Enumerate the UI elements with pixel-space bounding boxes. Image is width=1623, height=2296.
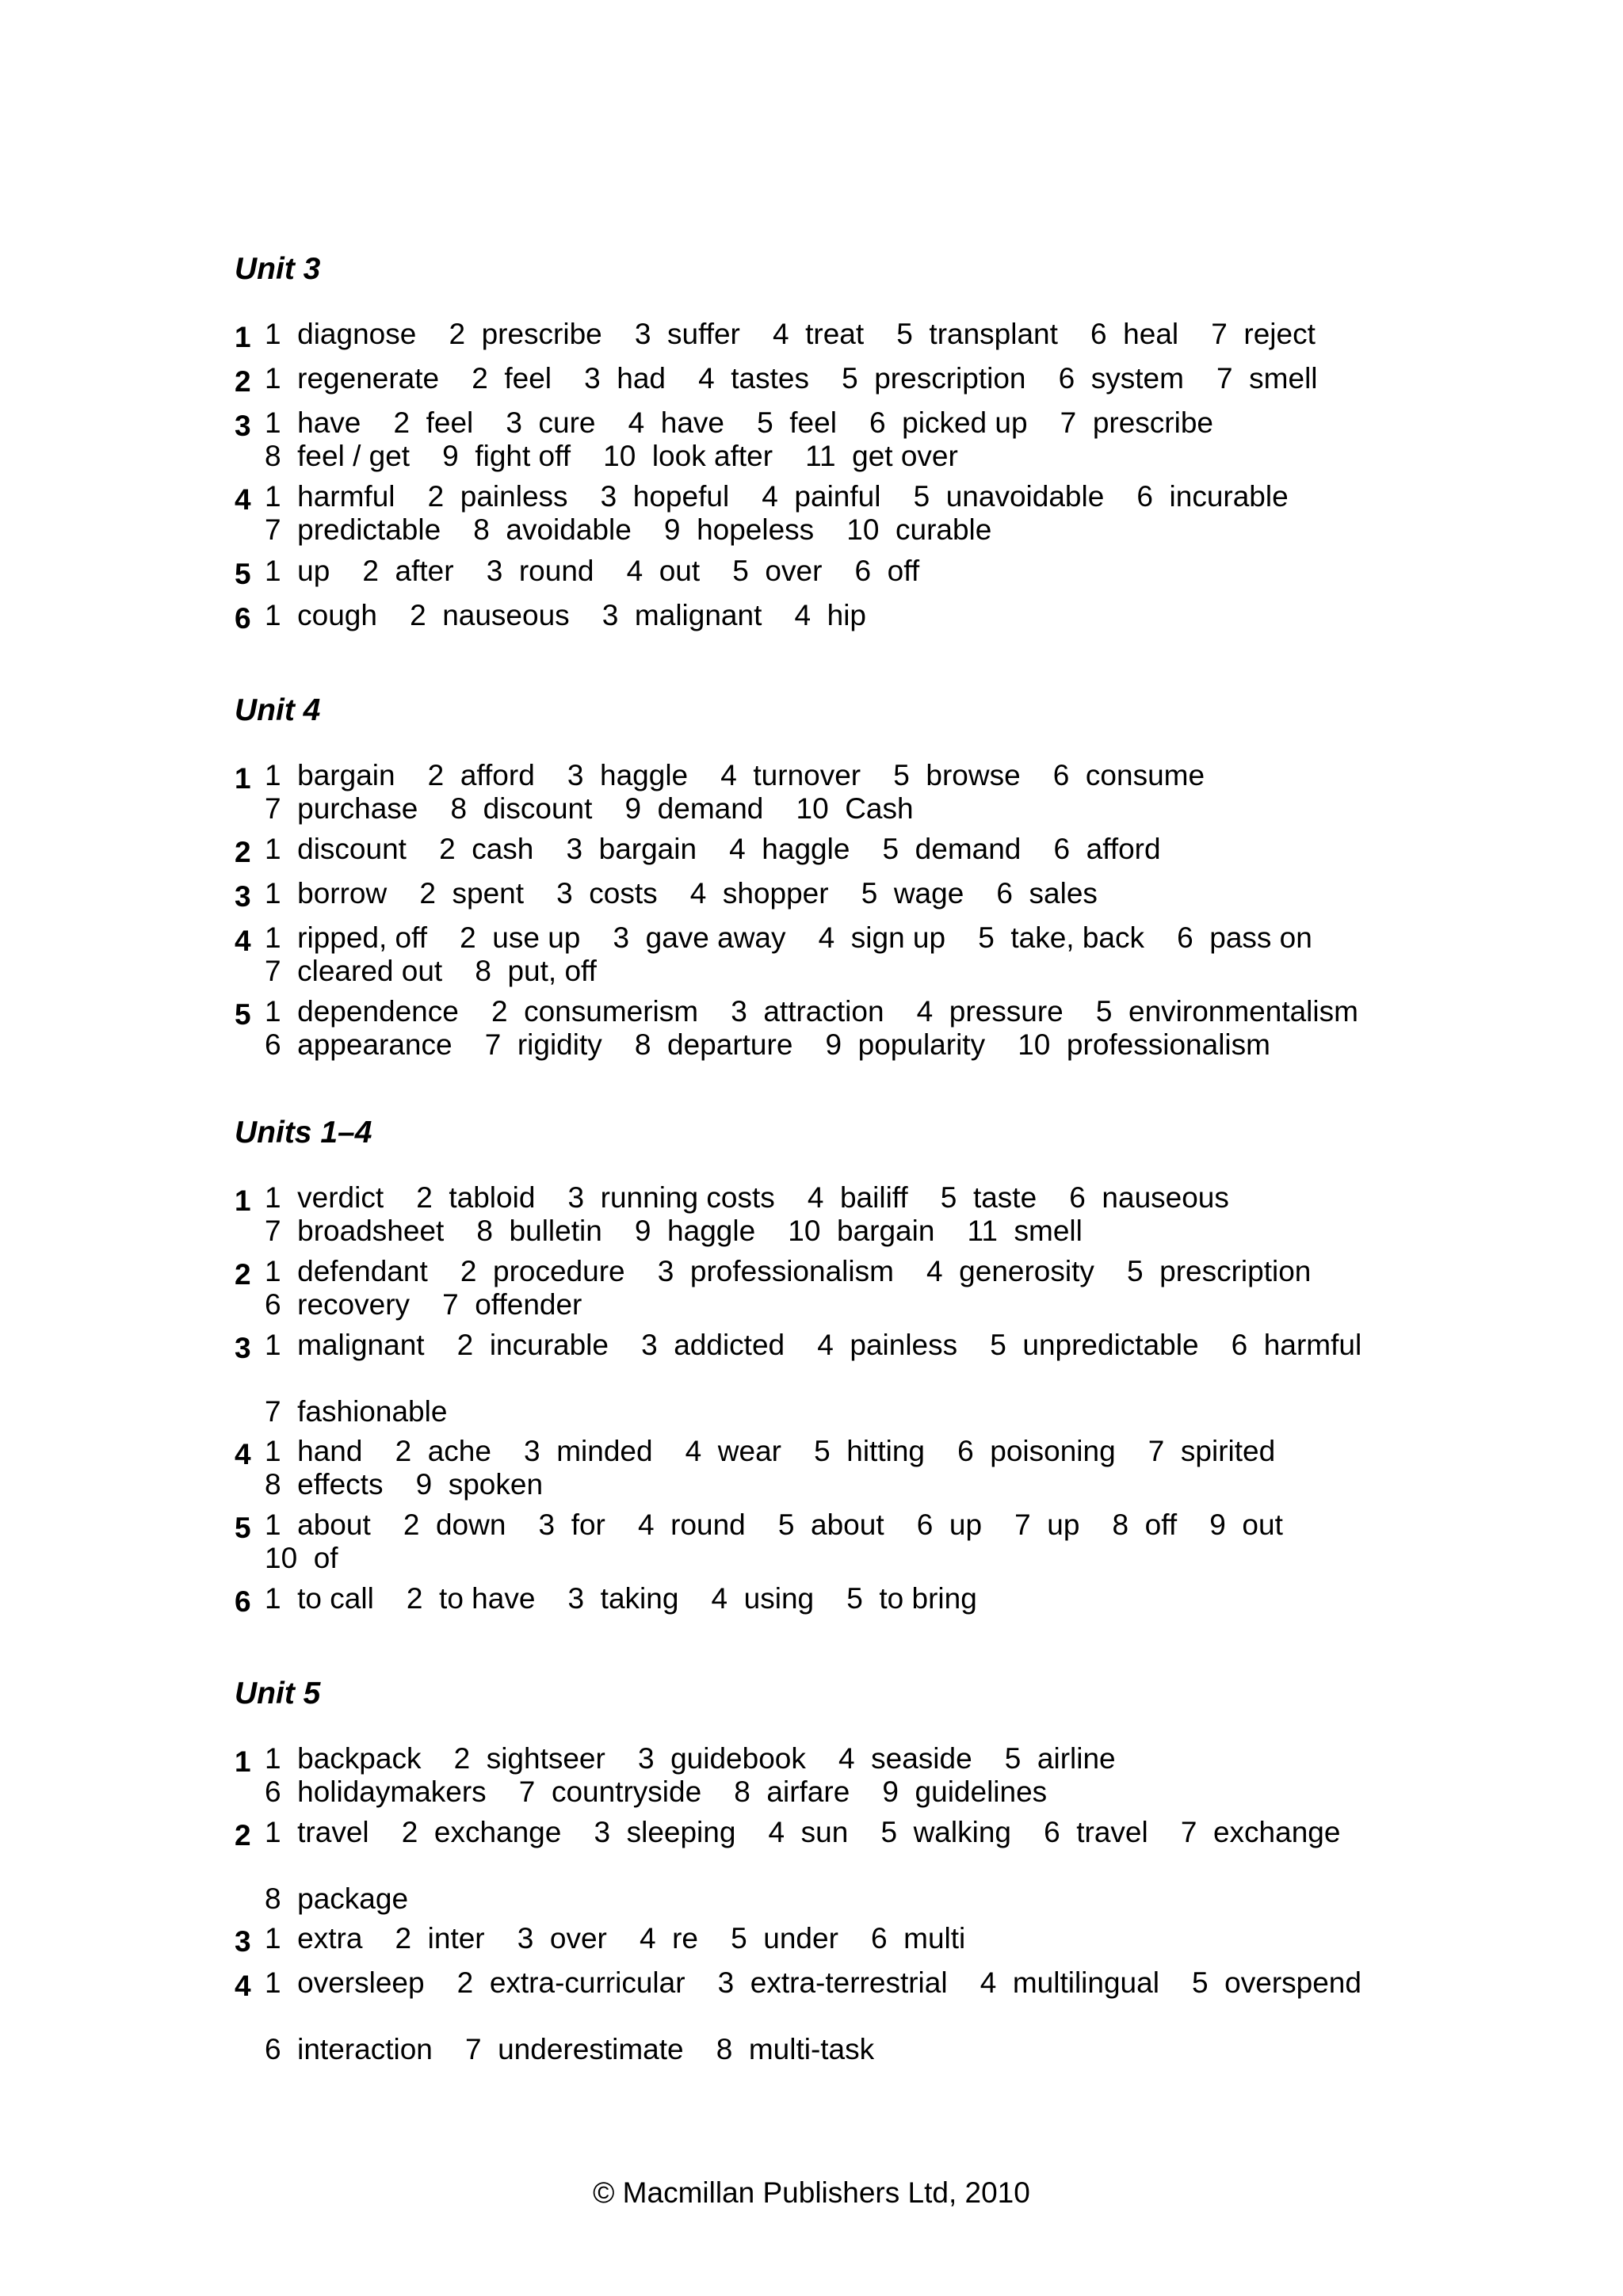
exercise-number: 4 — [235, 1438, 251, 1470]
answer-line: 1 hand 2 ache 3 minded 4 wear 5 hitting 6 poisoning 7 spirited — [265, 1435, 1276, 1467]
answer-line: 1 travel 2 exchange 3 sleeping 4 sun 5 walking 6 travel 7 exchange — [265, 1816, 1341, 1848]
answer-line: 1 oversleep 2 extra-curricular 3 extra-terrestrial 4 multilingual 5 overspend — [265, 1966, 1361, 1999]
answer-line: 8 effects 9 spoken — [265, 1468, 544, 1501]
answer-line: 6 holidaymakers 7 countryside 8 airfare 9 guidelines — [265, 1775, 1048, 1808]
answer-line: 1 about 2 down 3 for 4 round 5 about 6 up 7 up 8 off 9 out — [265, 1508, 1283, 1541]
answer-line: 1 borrow 2 spent 3 costs 4 shopper 5 wage 6 sales — [265, 877, 1098, 910]
exercise-number: 3 — [235, 1332, 251, 1364]
answer-line: 1 regenerate 2 feel 3 had 4 tastes 5 prescription 6 system 7 smell — [265, 362, 1318, 395]
answer-line: 1 to call 2 to have 3 taking 4 using 5 to bring — [265, 1582, 977, 1615]
answer-line: 8 package — [265, 1882, 409, 1915]
answer-line: 7 broadsheet 8 bulletin 9 haggle 10 bargain 11 smell — [265, 1215, 1083, 1247]
answer-line: 1 defendant 2 procedure 3 professionalism 4 generosity 5 prescription — [265, 1255, 1312, 1287]
answer-line: 10 of — [265, 1542, 338, 1574]
exercise-number: 3 — [235, 1925, 251, 1958]
exercise-number: 1 — [235, 1184, 251, 1217]
exercise-number: 5 — [235, 998, 251, 1031]
exercise-number: 2 — [235, 1819, 251, 1852]
exercise-number: 3 — [235, 880, 251, 913]
answer-line: 1 bargain 2 afford 3 haggle 4 turnover 5 browse 6 consume — [265, 759, 1205, 791]
exercise-number: 2 — [235, 1258, 251, 1291]
answer-line: 1 discount 2 cash 3 bargain 4 haggle 5 demand 6 afford — [265, 833, 1161, 865]
answer-line: 1 cough 2 nauseous 3 malignant 4 hip — [265, 599, 866, 631]
answer-line: 1 up 2 after 3 round 4 out 5 over 6 off — [265, 555, 920, 587]
answer-line: 1 have 2 feel 3 cure 4 have 5 feel 6 picked up 7 prescribe — [265, 406, 1213, 439]
answer-line: 6 appearance 7 rigidity 8 departure 9 popularity 10 professionalism — [265, 1028, 1270, 1061]
answer-line: 1 dependence 2 consumerism 3 attraction 4 pressure 5 environmentalism — [265, 995, 1358, 1028]
answer-line: 1 verdict 2 tabloid 3 running costs 4 bailiff 5 taste 6 nauseous — [265, 1181, 1229, 1214]
exercise-number: 5 — [235, 1512, 251, 1544]
answer-line: 8 feel / get 9 fight off 10 look after 11 get over — [265, 440, 958, 472]
section-title: Units 1–4 — [235, 1116, 372, 1150]
exercise-number: 4 — [235, 483, 251, 516]
answer-line: 6 recovery 7 offender — [265, 1288, 582, 1321]
exercise-number: 5 — [235, 558, 251, 590]
section-title: Unit 4 — [235, 693, 321, 727]
exercise-number: 6 — [235, 1585, 251, 1618]
answer-line: 1 backpack 2 sightseer 3 guidebook 4 seaside 5 airline — [265, 1742, 1116, 1775]
section-title: Unit 5 — [235, 1676, 321, 1711]
answer-line: 7 cleared out 8 put, off — [265, 955, 597, 987]
exercise-number: 6 — [235, 602, 251, 635]
answer-line: 1 ripped, off 2 use up 3 gave away 4 sign up 5 take, back 6 pass on — [265, 921, 1312, 954]
exercise-number: 2 — [235, 365, 251, 398]
exercise-number: 4 — [235, 1970, 251, 2002]
exercise-number: 3 — [235, 410, 251, 442]
exercise-number: 1 — [235, 762, 251, 795]
exercise-number: 4 — [235, 925, 251, 957]
answer-line: 6 interaction 7 underestimate 8 multi-task — [265, 2033, 875, 2065]
answer-line: 1 diagnose 2 prescribe 3 suffer 4 treat 5 transplant 6 heal 7 reject — [265, 318, 1316, 350]
section-title: Unit 3 — [235, 252, 321, 286]
answer-line: 7 purchase 8 discount 9 demand 10 Cash — [265, 792, 914, 825]
exercise-number: 1 — [235, 1745, 251, 1778]
copyright-footer: © Macmillan Publishers Ltd, 2010 — [593, 2176, 1030, 2209]
answer-line: 7 fashionable — [265, 1395, 448, 1428]
answer-line: 1 extra 2 inter 3 over 4 re 5 under 6 multi — [265, 1922, 966, 1955]
exercise-number: 2 — [235, 836, 251, 868]
answer-line: 1 malignant 2 incurable 3 addicted 4 painless 5 unpredictable 6 harmful — [265, 1329, 1362, 1361]
exercise-number: 1 — [235, 321, 251, 353]
answer-line: 1 harmful 2 painless 3 hopeful 4 painful 5 unavoidable 6 incurable — [265, 480, 1289, 513]
answer-line: 7 predictable 8 avoidable 9 hopeless 10 curable — [265, 513, 992, 546]
